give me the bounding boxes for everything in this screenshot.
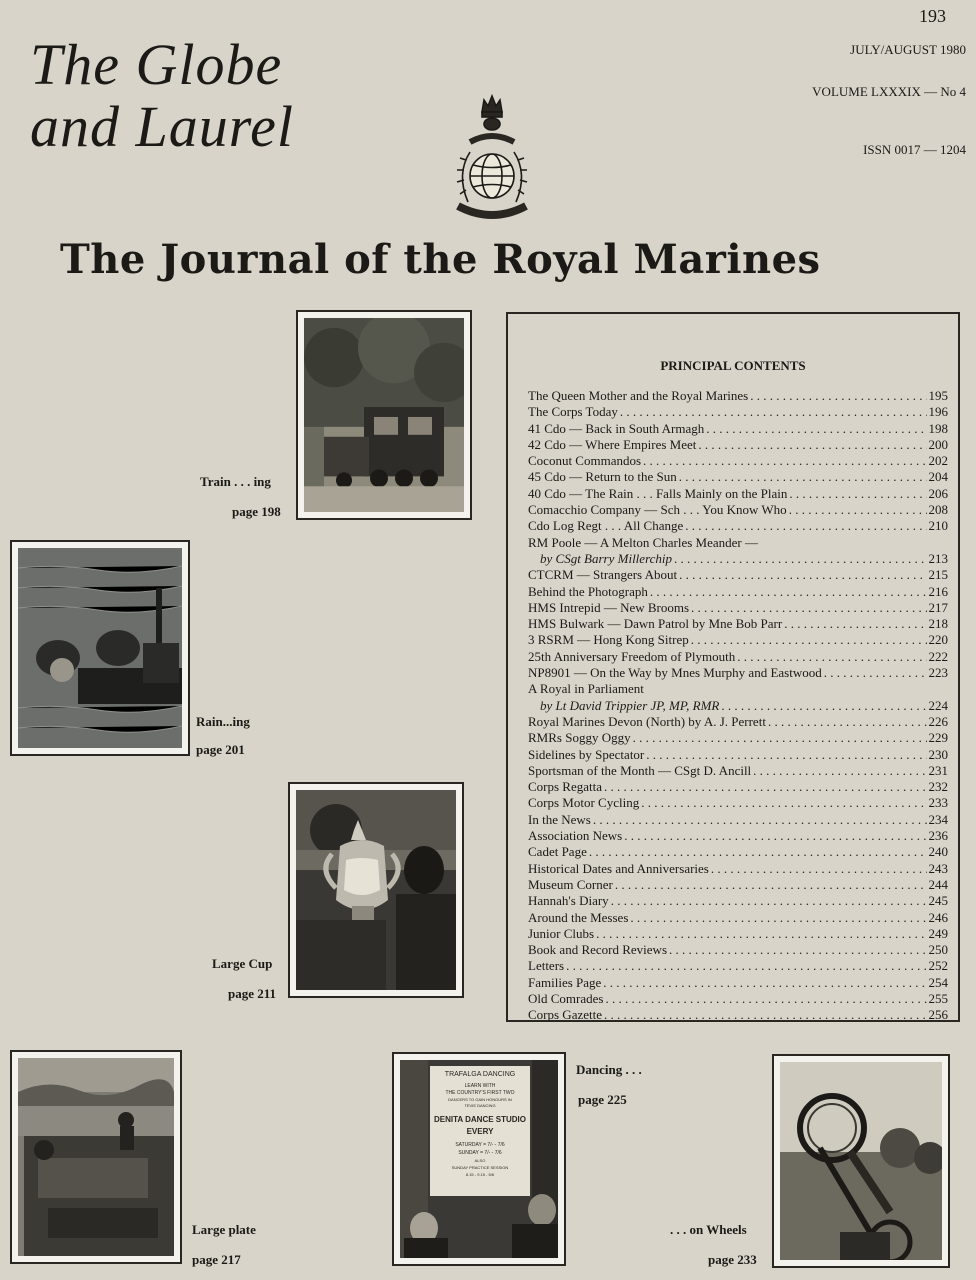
contents-entry-leader [604, 779, 926, 795]
journal-subtitle: The Journal of the Royal Marines [60, 236, 821, 283]
contents-entry [528, 665, 948, 681]
contents-entry-title: HMS Intrepid — New Brooms [528, 599, 690, 615]
photo-large-plate [10, 1050, 182, 1264]
contents-entry [528, 632, 948, 648]
contents-entry-title: Corps Gazette [528, 1007, 603, 1023]
contents-entry-page: 234 [928, 811, 948, 827]
poster-line-12: 8.15 - 9.15 - 5/6 [465, 1172, 495, 1177]
contents-entry [528, 469, 948, 485]
contents-entry-leader [711, 861, 927, 877]
caption-rain: Rain...ing [196, 714, 250, 729]
contents-entry [528, 714, 948, 730]
poster-line-7: EVERY [466, 1127, 494, 1136]
contents-entry-page: 243 [928, 860, 948, 876]
contents-entry-leader [593, 812, 927, 828]
contents-entry-leader [633, 730, 927, 746]
caption-rain-page: page 201 [196, 742, 245, 757]
contents-entry-leader [630, 910, 926, 926]
contents-entry-title: Book and Record Reviews [528, 942, 668, 958]
poster-line-10: ALSO [474, 1158, 486, 1163]
contents-entry-leader [643, 453, 926, 469]
contents-entry-title: 42 Cdo — Where Empires Meet [528, 436, 697, 452]
contents-entry [528, 795, 948, 811]
contents-entry-page: 222 [928, 648, 948, 664]
contents-entry-leader [589, 844, 927, 860]
contents-entry [528, 763, 948, 779]
contents-entry-title: 3 RSRM — Hong Kong Sitrep [528, 632, 689, 648]
contents-entry-title: Association News [528, 828, 623, 844]
contents-entry-page: 196 [928, 404, 948, 420]
volume-number: VOLUME LXXXIX — No 4 [812, 84, 966, 99]
contents-entry-title: A Royal in Parliament [528, 681, 644, 697]
poster-line-8: SATURDAY = 7/- - 7/6 [455, 1142, 505, 1148]
contents-entry-page: 215 [928, 567, 948, 583]
contents-entry-leader [691, 632, 927, 648]
contents-entry-page: 206 [928, 485, 948, 501]
contents-entry [528, 877, 948, 893]
poster-line-2: LEARN WITH [464, 1083, 496, 1089]
contents-entry-page: 217 [928, 599, 948, 615]
contents-entry-title: NP8901 — On the Way by Mnes Murphy and Eastwood [528, 665, 822, 681]
contents-entry [528, 698, 948, 714]
poster-line-5: TEVIE DANCING [464, 1103, 496, 1108]
contents-entry [528, 404, 948, 420]
contents-entry-title: Hannah's Diary [528, 893, 609, 909]
issn: ISSN 0017 — 1204 [863, 142, 966, 157]
contents-entry-leader [604, 1007, 926, 1023]
caption-large-cup: Large Cup [212, 956, 273, 971]
contents-entry [528, 844, 948, 860]
contents-entry [528, 958, 948, 974]
contents-entry-title: 45 Cdo — Return to the Sun [528, 469, 677, 485]
contents-entry-leader [605, 991, 926, 1007]
contents-entry-title: Corps Regatta [528, 779, 603, 795]
contents-entry-page: 226 [928, 713, 948, 729]
contents-entry [528, 681, 948, 697]
magazine-title [30, 34, 294, 158]
contents-entry-leader [566, 958, 926, 974]
contents-entry-leader [624, 828, 926, 844]
principal-contents-box [506, 312, 960, 1022]
contents-entry-page: 223 [928, 665, 948, 681]
contents-entry-leader [620, 404, 927, 420]
contents-entry-title: Letters [528, 958, 565, 974]
contents-entry-leader [691, 600, 926, 616]
contents-entry [528, 910, 948, 926]
caption-dancing-page: page 225 [578, 1092, 627, 1107]
contents-entry-page: 200 [928, 436, 948, 452]
contents-entry-page: 252 [928, 958, 948, 974]
contents-entry [528, 584, 948, 600]
contents-entry-leader [750, 388, 926, 404]
contents-entry [528, 1007, 948, 1023]
contents-entry [528, 991, 948, 1007]
contents-entry [528, 600, 948, 616]
contents-entry-page: 216 [928, 583, 948, 599]
contents-entry-title: Comacchio Company — Sch . . . You Know Who [528, 502, 787, 518]
contents-entry-title: Junior Clubs [528, 925, 595, 941]
poster-line-3: THE COUNTRY'S FIRST TWO [445, 1090, 515, 1096]
contents-entry-page: 232 [928, 779, 948, 795]
contents-entry-title: RM Poole — A Melton Charles Meander — [528, 534, 759, 550]
contents-entry-title: Families Page [528, 974, 602, 990]
contents-entry-title: The Corps Today [528, 404, 618, 420]
poster-line-6: DENITA DANCE STUDIO [434, 1115, 526, 1124]
contents-entry-title: Around the Messes [528, 909, 629, 925]
contents-entry-leader [603, 975, 926, 991]
contents-entry-title: Sportsman of the Month — CSgt D. Ancill [528, 762, 752, 778]
contents-entry-title: Old Comrades [528, 990, 604, 1006]
issue-date: JULY/AUGUST 1980 [850, 42, 966, 57]
contents-entry [528, 437, 948, 453]
contents-entry-leader [615, 877, 927, 893]
contents-entry-title: RMRs Soggy Oggy [528, 730, 631, 746]
contents-entry-leader [669, 942, 926, 958]
contents-entry [528, 388, 948, 404]
contents-entry-title: by CSgt Barry Millerchip [540, 550, 673, 566]
photo-dancing [392, 1052, 566, 1266]
contents-entry-page: 250 [928, 942, 948, 958]
contents-entry-title: Royal Marines Devon (North) by A. J. Perrett [528, 713, 766, 729]
contents-entry-page: 245 [928, 893, 948, 909]
contents-entry-title: Corps Motor Cycling [528, 795, 640, 811]
contents-entry [528, 828, 948, 844]
contents-entry-page: 229 [928, 730, 948, 746]
contents-entry-page: 240 [928, 844, 948, 860]
contents-entry [528, 812, 948, 828]
contents-entry [528, 942, 948, 958]
caption-large-plate: Large plate [192, 1222, 256, 1237]
poster-line-11: SUNDAY PRACTICE SESSION [451, 1165, 509, 1170]
caption-train: Train . . . ing [200, 474, 271, 489]
contents-entry [528, 567, 948, 583]
contents-entry-page: 218 [928, 616, 948, 632]
contents-entry-title: Sidelines by Spectator [528, 746, 645, 762]
title-line-1: The Globe [30, 32, 283, 97]
contents-entry [528, 779, 948, 795]
contents-entry-page: 230 [928, 746, 948, 762]
contents-entry-leader [650, 584, 927, 600]
contents-entry [528, 535, 948, 551]
contents-entry-page: 198 [928, 420, 948, 436]
contents-entry [528, 861, 948, 877]
photo-large-cup [288, 782, 464, 998]
contents-entry-leader [721, 698, 926, 714]
contents-entry [528, 730, 948, 746]
contents-entry-page: 255 [928, 990, 948, 1006]
contents-entry-title: Historical Dates and Anniversaries [528, 860, 709, 876]
contents-entry-title: Coconut Commandos [528, 453, 642, 469]
contents-heading: PRINCIPAL CONTENTS [660, 358, 806, 373]
contents-entry-title: Behind the Photograph [528, 583, 648, 599]
contents-entry-leader [789, 502, 927, 518]
caption-train-page: page 198 [232, 504, 281, 519]
contents-entry [528, 616, 948, 632]
contents-entry [528, 453, 948, 469]
contents-entry-page: 254 [928, 974, 948, 990]
contents-entry-leader [737, 649, 926, 665]
caption-large-plate-page: page 217 [192, 1252, 241, 1267]
contents-entry [528, 421, 948, 437]
contents-entry-page: 220 [928, 632, 948, 648]
contents-entry-title: Cadet Page [528, 844, 587, 860]
contents-entry [528, 486, 948, 502]
contents-entry [528, 551, 948, 567]
page-number: 193 [919, 6, 946, 26]
contents-entry-leader [784, 616, 926, 632]
contents-entry-leader [706, 421, 926, 437]
contents-entry-leader [596, 926, 926, 942]
caption-large-cup-page: page 211 [228, 986, 277, 1001]
contents-entry-title: HMS Bulwark — Dawn Patrol by Mne Bob Parr [528, 616, 783, 632]
contents-entry [528, 518, 948, 534]
contents-entry-page: 231 [928, 762, 948, 778]
contents-entry-leader [674, 551, 926, 567]
contents-entry-leader [753, 763, 926, 779]
contents-entry-title: CTCRM — Strangers About [528, 567, 678, 583]
caption-on-wheels: . . . on Wheels [670, 1222, 747, 1237]
contents-entry-leader [611, 893, 927, 909]
contents-entry [528, 893, 948, 909]
contents-entry-page: 233 [928, 795, 948, 811]
contents-entry-page: 249 [928, 925, 948, 941]
contents-entry-page: 204 [928, 469, 948, 485]
contents-entry [528, 926, 948, 942]
contents-entry-page: 202 [928, 453, 948, 469]
contents-entry-page: 244 [928, 876, 948, 892]
contents-entry-title: 25th Anniversary Freedom of Plymouth [528, 648, 736, 664]
contents-entry-title: The Queen Mother and the Royal Marines [528, 388, 749, 403]
contents-entry-leader [789, 486, 926, 502]
contents-entry-page: 256 [928, 1007, 948, 1023]
contents-entry [528, 747, 948, 763]
photo-on-wheels [772, 1054, 950, 1268]
contents-entry-title: by Lt David Trippier JP, MP, RMR [540, 697, 720, 713]
contents-entry-page: 224 [928, 697, 948, 713]
contents-entry-leader [824, 665, 927, 681]
contents-entry-title: 40 Cdo — The Rain . . . Falls Mainly on the Plain [528, 485, 788, 501]
photo-rain [10, 540, 190, 756]
poster-line-1: TRAFALGA DANCING [444, 1071, 516, 1078]
caption-dancing: Dancing . . . [576, 1062, 642, 1077]
contents-entry-title: In the News [528, 811, 591, 827]
contents-entry-leader [679, 469, 927, 485]
contents-entry-leader [685, 518, 926, 534]
royal-marines-crest-icon [446, 94, 538, 228]
contents-entry-page: 195 [928, 388, 948, 403]
photo-train [296, 310, 472, 520]
contents-entry-page: 208 [928, 502, 948, 518]
contents-entry-page: 246 [928, 909, 948, 925]
contents-entry-leader [698, 437, 926, 453]
contents-entry [528, 649, 948, 665]
contents-entry-leader [646, 747, 926, 763]
contents-entry [528, 975, 948, 991]
contents-entry-page: 213 [928, 550, 948, 566]
contents-entry-title: Museum Corner [528, 876, 613, 892]
poster-line-4: DANCERS TO GAIN HONOURS IN [448, 1097, 512, 1102]
caption-on-wheels-page: page 233 [708, 1252, 757, 1267]
contents-entry-page: 236 [928, 828, 948, 844]
poster-line-9: SUNDAY = 7/- - 7/6 [458, 1150, 502, 1156]
contents-entry [528, 502, 948, 518]
contents-entry-leader [679, 567, 926, 583]
contents-entry-title: 41 Cdo — Back in South Armagh [528, 420, 705, 436]
contents-entry-leader [768, 714, 927, 730]
title-line-2: and Laurel [30, 94, 295, 159]
contents-entry-leader [641, 795, 926, 811]
contents-list [528, 388, 948, 1024]
contents-entry-page: 210 [928, 518, 948, 534]
contents-entry-title: Cdo Log Regt . . . All Change [528, 518, 684, 534]
